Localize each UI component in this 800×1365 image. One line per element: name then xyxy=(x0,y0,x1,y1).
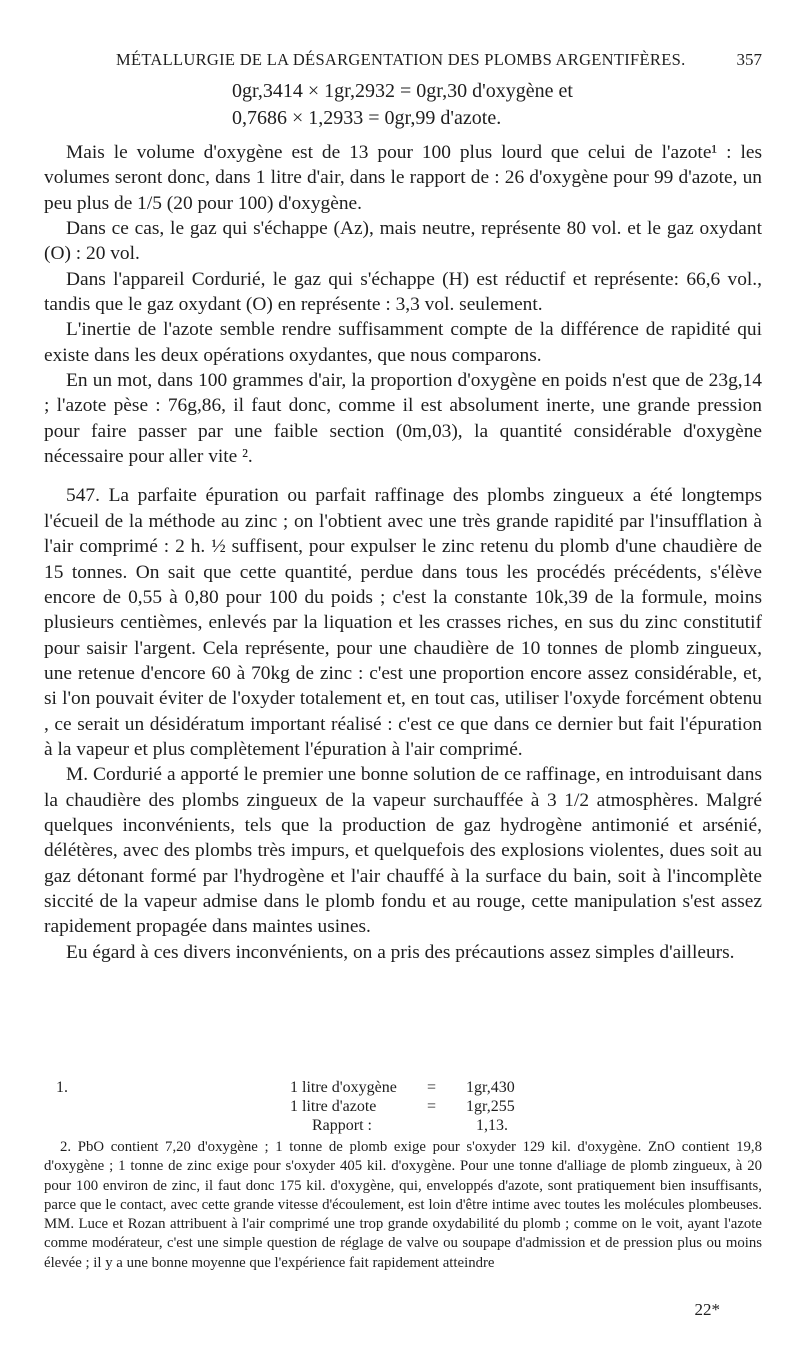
footnote-number: 1. xyxy=(56,1079,68,1096)
paragraph: Dans l'appareil Cordurié, le gaz qui s'échappe (H) est réductif et représente: 66,6 vol., tandis que le gaz oxydant (O) en représente : 3,3 vol. seulement. xyxy=(44,268,762,316)
signature-mark: 22* xyxy=(694,1300,720,1319)
footnote-value: 1gr,430 xyxy=(466,1079,515,1096)
footnote-row xyxy=(44,1078,762,1097)
footnote-label: 1 litre d'oxygène xyxy=(290,1079,397,1096)
paragraph: Mais le volume d'oxygène est de 13 pour 100 plus lourd que celui de l'azote¹ : les volumes seront donc, dans 1 litre d'air, dans le rapport de : 26 d'oxygène pour 99 d'azote, un peu plus de 1/5 (20 pour 100) d'oxygène. xyxy=(44,142,762,214)
paragraph: M. Cordurié a apporté le premier une bonne solution de ce raffinage, en introduisant dans la chaudière des plombs zingueux de la vapeur surchauffée à 3 1/2 atmosphères. Malgré quelques inconvénients, tels que la production de gaz hydrogène antimonié et arsénié, délétères, avec des plombs très impurs, et quelquefois des explosions violentes, dues soit au gaz détonant formé par l'hydrogène et l'air chauffé à la surface du bain, soit à l'incomplète siccité de la vapeur admise dans le plomb fondu et au rouge, cette manipulation s'est assez rapidement propagée dans maintes usines. xyxy=(44,764,762,938)
formula-oxygen: 0gr,3414 × 1gr,2932 = 0gr,30 d'oxygène et xyxy=(232,80,573,102)
paragraph: Dans ce cas, le gaz qui s'échappe (Az), mais neutre, représente 80 vol. et le gaz oxydant (O) : 20 vol. xyxy=(44,218,762,265)
paragraph-547: 547. La parfaite épuration ou parfait raffinage des plombs zingueux a été longtemps l'écueil de la méthode au zinc ; on l'obtient avec une très grande rapidité par l'insufflation à l'air comprimé : 2 h. ½ suffisent, pour expulser le zinc retenu du plomb d'une chaudière de 15 tonnes. On sait que cette quantité, perdue dans tous les procédés précédents, s'élève encore de 0,55 à 0,80 pour 100 du poids ; c'est la constante 10k,39 de la formule, moins plusieurs centièmes, enlevés par la liquation et les crasses riches, en sus du zinc constitutif pour saisir l'argent. Cela représente, pour une chaudière de 10 tonnes de plomb zingueux, une retenue d'encore 60 à 70kg de zinc : c'est une proportion encore assez considérable, et, si l'on pouvait éviter de l'oxyder totalement et, en tout cas, utiliser l'oxyde forcément obtenu , ce serait un désidératum important réalisé : c'est ce que dans ce dernier but fait l'épuration à la vapeur et plus complètement l'épuration à l'air comprimé. xyxy=(44,485,762,760)
formula-nitrogen: 0,7686 × 1,2933 = 0gr,99 d'azote. xyxy=(232,107,502,129)
paragraph: L'inertie de l'azote semble rendre suffisamment compte de la différence de rapidité qui existe dans les deux opérations oxydantes, que nous comparons. xyxy=(44,319,762,366)
running-head: MÉTALLURGIE DE LA DÉSARGENTATION DES PLOMBS ARGENTIFÈRES. xyxy=(116,50,686,69)
footnote-label: 1 litre d'azote xyxy=(290,1098,377,1115)
footnote-label: Rapport : xyxy=(312,1117,372,1134)
footnote-row xyxy=(44,1097,762,1116)
page-number: 357 xyxy=(736,50,762,69)
footnote-row xyxy=(44,1116,762,1135)
footnote-value: 1,13. xyxy=(476,1117,508,1134)
body-text xyxy=(44,140,762,965)
footnote-text: 2. PbO contient 7,20 d'oxygène ; 1 tonne de plomb exige pour s'oxyder 129 kil. d'oxygène. ZnO contient 19,8 d'oxygène ; 1 tonne de zinc exige pour s'oxyder 405 kil. d'oxygène. Pour une tonne d'alliage de plomb zingueux, à 20 pour 100 environ de zinc, il faut donc 175 kil. d'oxygène, qui, enveloppés d'azote, sont pratiquement bien insuffisants, parce que le contact, avec cette grande vitesse d'écoulement, est loin d'être intime avec toutes les molécules plombeuses. MM. Luce et Rozan attribuent à l'air comprimé une trop grande oxydabilité du plomb ; comme on le voit, ayant l'azote comme modérateur, c'est une simple question de réglage de valve ou soupape d'admission et de pression plus ou moins élevée ; il y a une bonne moyenne que l'expérience fait rapidement atteindre xyxy=(44,1139,762,1271)
footnote-2 xyxy=(44,1138,762,1273)
paragraph: Eu égard à ces divers inconvénients, on a pris des précautions assez simples d'ailleurs. xyxy=(66,941,735,963)
page-header xyxy=(44,50,762,72)
footnote-equals: = xyxy=(427,1098,437,1115)
footnote-value: 1gr,255 xyxy=(466,1098,515,1115)
footnote-equals: = xyxy=(427,1079,437,1096)
footnote-1 xyxy=(44,1078,762,1135)
paragraph: En un mot, dans 100 grammes d'air, la proportion d'oxygène en poids n'est que de 23g,14 ; l'azote pèse : 76g,86, il faut donc, comme il est absolument inerte, une grande pression pour faire passer par une faible section (0m,03), la quantité considérable d'oxygène nécessaire pour aller vite ². xyxy=(44,370,762,468)
